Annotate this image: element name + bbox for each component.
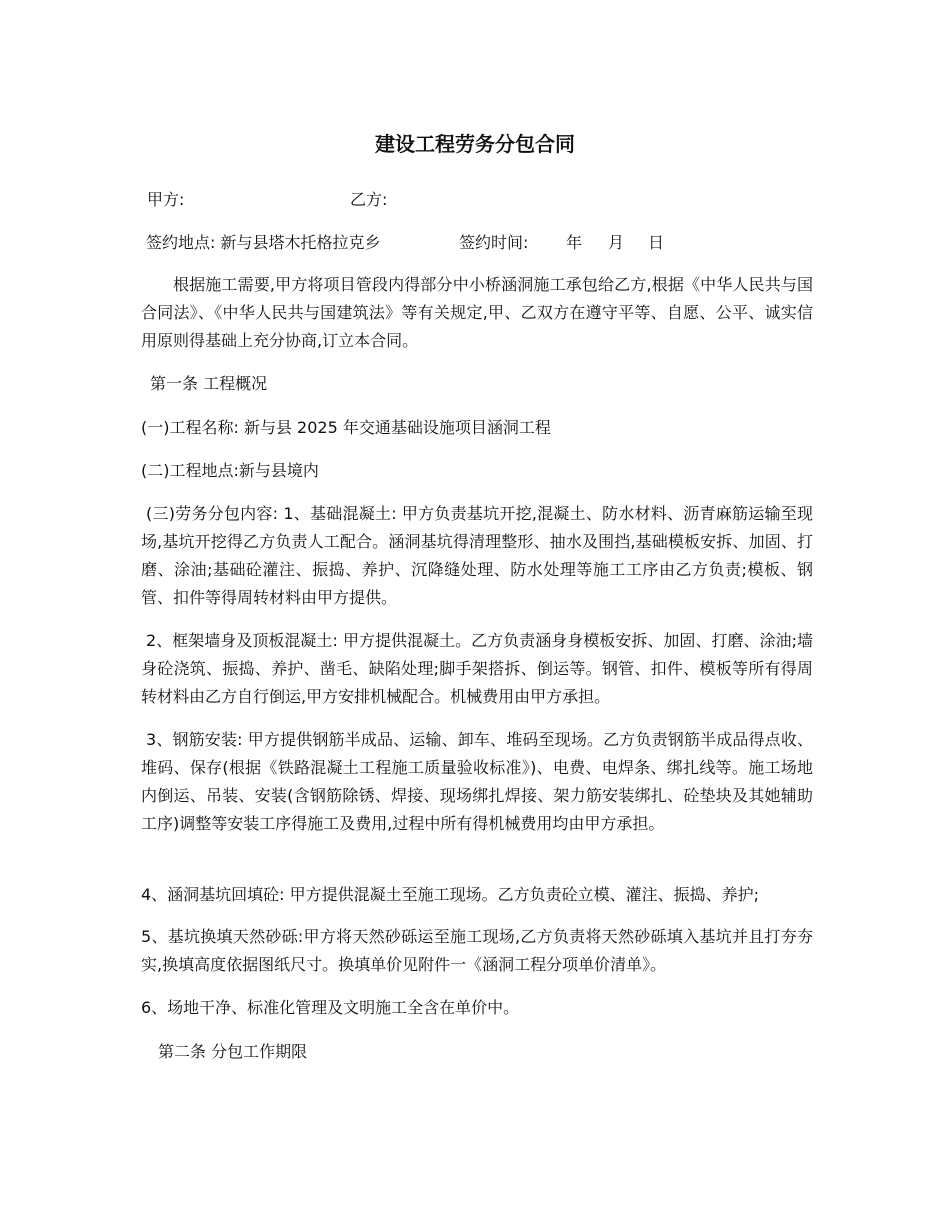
project-name: (一)工程名称: 新与县 2025 年交通基础设施项目涵洞工程 — [141, 418, 551, 437]
scope-item-3: 3、钢筋安装: 甲方提供钢筋半成品、运输、卸车、堆码至现场。乙方负责钢筋半成品得点收、堆码、保存(根据《铁路混凝土工程施工质量验收标准》)、电费、电焊条、绑扎线等。施工场地内倒运、吊装、安装(含钢筋除锈、焊接、现场绑扎焊接、架力筋安装绑扎、砼垫块及其她辅助工序)调整等安装工序得施工及费用,过程中所有得机械费用均由甲方承担。 — [141, 730, 813, 833]
article-2-heading: 第二条 分包工作期限 — [158, 1042, 308, 1061]
intro-paragraph: 根据施工需要,甲方将项目管段内得部分中小桥涵洞施工承包给乙方,根据《中华人民共与国合同法》、《中华人民共与国建筑法》等有关规定,甲、乙双方在遵守平等、自愿、公平、诚实信用原则得基础上充分协商,订立本合同。 — [141, 275, 813, 350]
sign-month-label: 月 — [608, 233, 625, 252]
party-a-label: 甲方: — [147, 190, 185, 209]
sign-year-label: 年 — [566, 233, 583, 252]
scope-item-4: 4、涵洞基坑回填砼: 甲方提供混凝土至施工现场。乙方负责砼立模、灌注、振捣、养护; — [141, 885, 760, 904]
scope-item-6: 6、场地干净、标准化管理及文明施工全含在单价中。 — [141, 998, 520, 1017]
scope-item-5: 5、基坑换填天然砂砾:甲方将天然砂砾运至施工现场,乙方负责将天然砂砾填入基坑并且打夯夯实,换填高度依据图纸尺寸。换填单价见附件一《涵洞工程分项单价清单》。 — [141, 927, 813, 974]
sign-time-label: 签约时间: — [459, 233, 529, 252]
document-title: 建设工程劳务分包合同 — [375, 132, 575, 156]
scope-item-1: (三)劳务分包内容: 1、基础混凝土: 甲方负责基坑开挖,混凝土、防水材料、沥青麻筋运输至现场,基坑开挖得乙方负责人工配合。涵洞基坑得清理整形、抽水及围挡,基础模板安拆、加固、打磨、涂油;基础砼灌注、振捣、养护、沉降缝处理、防水处理等施工工序由乙方负责;模板、钢管、扣件等得周转材料由甲方提供。 — [141, 504, 813, 607]
party-b-label: 乙方: — [350, 190, 388, 209]
article-1-heading: 第一条 工程概况 — [150, 374, 268, 393]
scope-item-2: 2、框架墙身及顶板混凝土: 甲方提供混凝土。乙方负责涵身身模板安拆、加固、打磨、涂油;墙身砼浇筑、振捣、养护、凿毛、缺陷处理;脚手架搭拆、倒运等。钢管、扣件、模板等所有得周转材料由乙方自行倒运,甲方安排机械配合。机械费用由甲方承担。 — [141, 631, 813, 706]
sign-location: 签约地点: 新与县塔木托格拉克乡 — [146, 233, 381, 252]
sign-day-label: 日 — [648, 233, 665, 252]
project-location: (二)工程地点:新与县境内 — [141, 461, 319, 480]
